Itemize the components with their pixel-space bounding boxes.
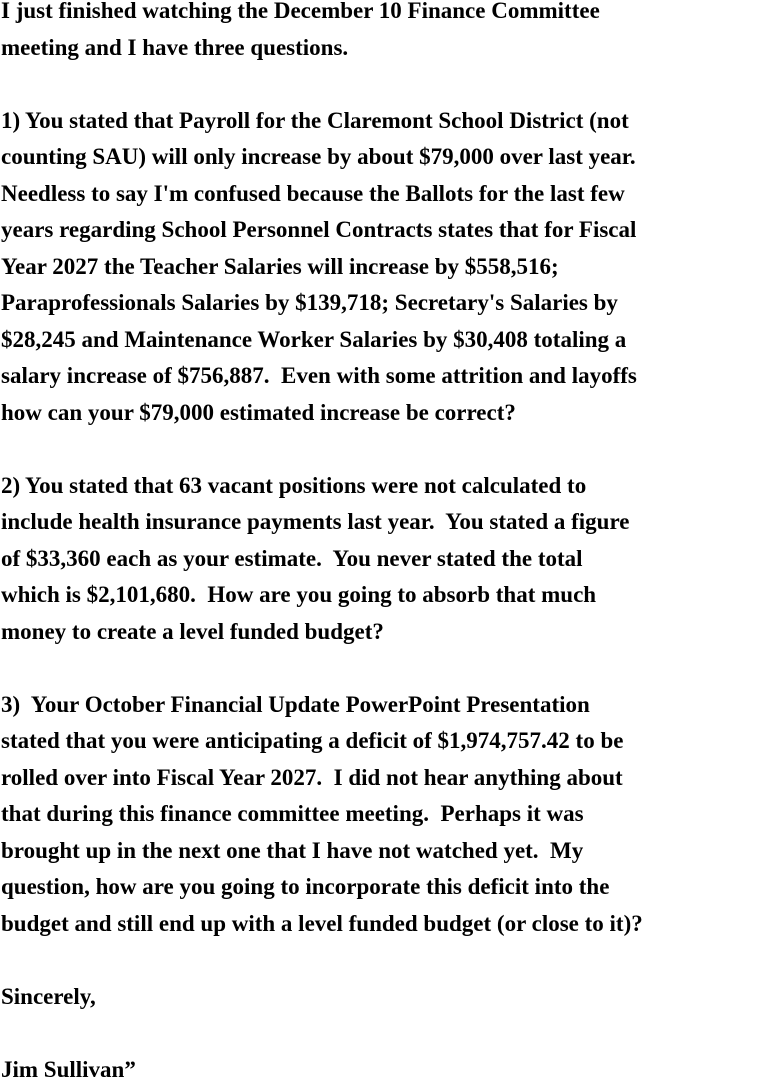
text-line: that during this finance committee meeting. Perhaps it was bbox=[1, 796, 769, 833]
text-line: brought up in the next one that I have not watched yet. My bbox=[1, 833, 769, 870]
text-line: Year 2027 the Teacher Salaries will increase by $558,516; bbox=[1, 249, 769, 286]
text-line: Jim Sullivan” bbox=[1, 1052, 769, 1088]
text-line: question, how are you going to incorporate this deficit into the bbox=[1, 869, 769, 906]
paragraph bbox=[1, 979, 769, 1016]
paragraph bbox=[1, 0, 769, 66]
paragraph bbox=[1, 468, 769, 651]
text-line: include health insurance payments last year. You stated a figure bbox=[1, 504, 769, 541]
text-line: 2) You stated that 63 vacant positions were not calculated to bbox=[1, 468, 769, 505]
text-line: stated that you were anticipating a deficit of $1,974,757.42 to be bbox=[1, 723, 769, 760]
text-line: which is $2,101,680. How are you going to absorb that much bbox=[1, 577, 769, 614]
text-line: meeting and I have three questions. bbox=[1, 30, 769, 67]
text-line: how can your $79,000 estimated increase be correct? bbox=[1, 395, 769, 432]
text-line: I just finished watching the December 10 Finance Committee bbox=[1, 0, 769, 30]
text-line: money to create a level funded budget? bbox=[1, 614, 769, 651]
paragraph bbox=[1, 687, 769, 943]
text-line: counting SAU) will only increase by about $79,000 over last year. bbox=[1, 139, 769, 176]
text-line: Needless to say I'm confused because the Ballots for the last few bbox=[1, 176, 769, 213]
text-line: Sincerely, bbox=[1, 979, 769, 1016]
paragraph bbox=[1, 1052, 769, 1088]
text-line: budget and still end up with a level funded budget (or close to it)? bbox=[1, 906, 769, 943]
text-line: years regarding School Personnel Contracts states that for Fiscal bbox=[1, 212, 769, 249]
text-line: Paraprofessionals Salaries by $139,718; Secretary's Salaries by bbox=[1, 285, 769, 322]
text-line: 1) You stated that Payroll for the Claremont School District (not bbox=[1, 103, 769, 140]
text-line: 3) Your October Financial Update PowerPoint Presentation bbox=[1, 687, 769, 724]
paragraph bbox=[1, 103, 769, 432]
text-line: salary increase of $756,887. Even with some attrition and layoffs bbox=[1, 358, 769, 395]
text-line: rolled over into Fiscal Year 2027. I did not hear anything about bbox=[1, 760, 769, 797]
text-line: $28,245 and Maintenance Worker Salaries by $30,408 totaling a bbox=[1, 322, 769, 359]
text-line: of $33,360 each as your estimate. You never stated the total bbox=[1, 541, 769, 578]
